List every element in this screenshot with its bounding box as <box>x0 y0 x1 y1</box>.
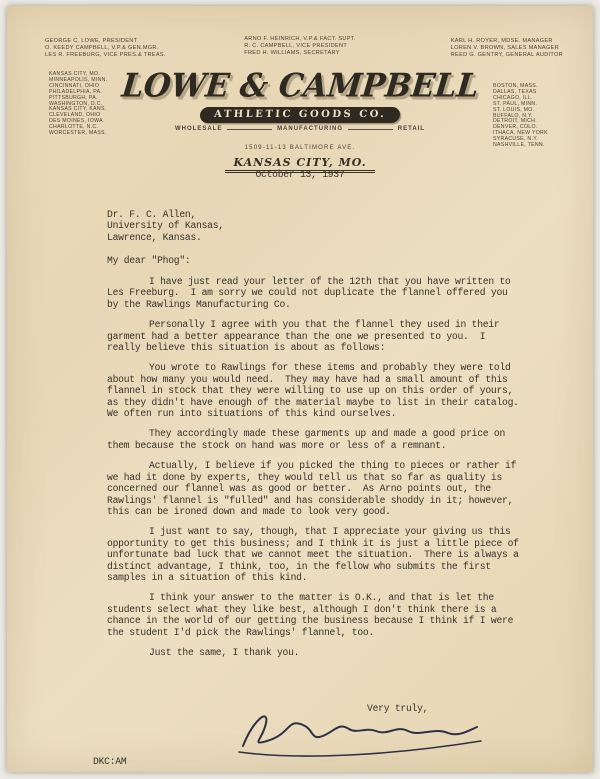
branch-city: CHARLOTTE, N.C. <box>49 124 99 131</box>
signature-ink <box>235 702 485 760</box>
branch-city: KANSAS CITY, KANS. <box>49 106 107 113</box>
officer-line: ARNO F. HEINRICH, V.P.& FACT. SUPT. <box>244 36 356 42</box>
valediction: Very truly, <box>367 703 429 714</box>
paragraph: You wrote to Rawlings for these items and probably they were told about how many you would need. They may have had a small amount of this flannel in stock that they were willing to use up on this order of yours, as they didn't have enough of the material maybe to list in their catalog. We often run into situations of this kind ourselves. <box>107 362 530 420</box>
paragraph: Actually, I believe if you picked the thing to pieces or rather if we had it done by experts, they would tell us that so far as quality is concerned our flannel was as good or better. As Arno points out, the Rawlings' flannel is "fulled" and has considerable shoddy in it; however, this can be ironed down and made to look very good. <box>107 460 522 517</box>
branch-city: DES MOINES, IOWA <box>49 118 103 125</box>
officer-line: R. C. CAMPBELL, VICE PRESIDENT <box>244 43 348 49</box>
letter-date: October 13, 1937 <box>255 169 345 180</box>
branch-city: MINNEAPOLIS, MINN. <box>49 76 108 83</box>
officers-left-column <box>45 38 166 59</box>
letter-body <box>107 276 530 667</box>
company-name: LOWE & CAMPBELL <box>119 67 481 105</box>
signature <box>235 702 485 765</box>
division-wholesale: WHOLESALE <box>175 126 223 132</box>
letter-paper <box>7 6 593 772</box>
paragraph: Personally I agree with you that the flannel they used in their garment had a better appearance than the one we presented to you. I really believe this situation is about as follows: <box>107 319 506 354</box>
rule-segment <box>348 129 393 130</box>
rule-segment <box>227 129 272 130</box>
paragraph: I just want to say, though, that I appreciate your giving us this opportunity to get this business; and I think it is just a little piece of unfortunate bad luck that we cannot meet the situation. There is always a distinct advantage, I think, too, in the fellow who submits the first samples in a situation of this kind. <box>107 526 525 583</box>
salutation: My dear "Phog": <box>107 255 191 266</box>
paragraph: I think your answer to the matter is O.K., and that is let the students select what they like best, although I don't think there is a chance in the world of our getting the business because I think if I were the student I'd pick the Rawlings' flannel, too. <box>107 592 519 638</box>
branch-city: CHICAGO, ILL. <box>493 94 533 101</box>
officer-line: O. KEEDY CAMPBELL, V.P.& GEN.MGR. <box>45 45 159 51</box>
officer-line: REED G. GENTRY, GENERAL AUDITOR <box>450 52 563 58</box>
branch-city: CINCINNATI, OHIO <box>49 82 100 89</box>
divisions-rule <box>175 126 425 132</box>
officers-right-column <box>451 38 563 59</box>
officer-line: KARL H. ROYER, MDSE. MANAGER <box>450 38 553 44</box>
branch-city: SYRACUSE, N.Y. <box>493 136 539 143</box>
branch-city: DALLAS, TEXAS <box>493 88 537 95</box>
branch-city: BUFFALO, N.Y. <box>493 112 533 119</box>
company-subtitle-badge: ATHLETIC GOODS CO. <box>199 107 400 123</box>
officer-line: LOREN V. BROWN, SALES MANAGER <box>450 45 559 51</box>
branch-city: DETROIT, MICH. <box>493 118 537 125</box>
branch-city: PITTSBURGH, PA. <box>49 94 98 101</box>
officer-line: FRED H. WILLIAMS, SECRETARY <box>244 50 340 56</box>
division-retail: RETAIL <box>397 126 426 132</box>
branch-city: CLEVELAND, OHIO <box>49 112 101 119</box>
recipient-address <box>107 209 224 243</box>
company-logo <box>7 68 593 123</box>
street-address: 1509-11-13 BALTIMORE AVE. <box>244 145 356 151</box>
branch-city: WASHINGTON, D.C. <box>49 100 103 107</box>
paragraph: They accordingly made these garments up and made a good price on them because the stock on hand was more or less of a remnant. <box>107 428 511 451</box>
branch-city: ST. LOUIS, MO. <box>493 106 535 113</box>
branch-city: BOSTON, MASS. <box>493 83 538 89</box>
branch-city: WORCESTER, MASS. <box>49 130 107 137</box>
branch-city: KANSAS CITY, MO. <box>49 71 101 77</box>
branch-city: DENVER, COLO. <box>493 124 538 131</box>
division-manufacturing: MANUFACTURING <box>277 126 344 132</box>
recipient-line: Dr. F. C. Allen, <box>107 209 197 220</box>
recipient-line: University of Kansas, <box>107 220 224 232</box>
typist-initials: DKC:AM <box>93 756 127 767</box>
paragraph: Just the same, I thank you. <box>149 646 300 658</box>
branch-city: ITHACA, NEW YORK <box>493 130 548 137</box>
officers-center-column <box>244 36 356 57</box>
company-city: KANSAS CITY, MO. <box>7 153 593 173</box>
officer-line: GEORGE C. LOWE, PRESIDENT <box>45 38 138 44</box>
branch-city: ST. PAUL, MINN. <box>493 100 538 107</box>
officer-line: LES R. FREEBURG, VICE PRES.& TREAS. <box>45 52 166 58</box>
recipient-line: Lawrence, Kansas. <box>107 231 202 243</box>
paragraph: I have just read your letter of the 12th that you have written to Les Freeburg. I am sorry we could not duplicate the flannel offered you by the Rawlings Manufacturing Co. <box>107 276 517 310</box>
branch-city: NASHVILLE, TENN. <box>493 142 545 149</box>
branch-city: PHILADELPHIA, PA. <box>49 88 103 95</box>
